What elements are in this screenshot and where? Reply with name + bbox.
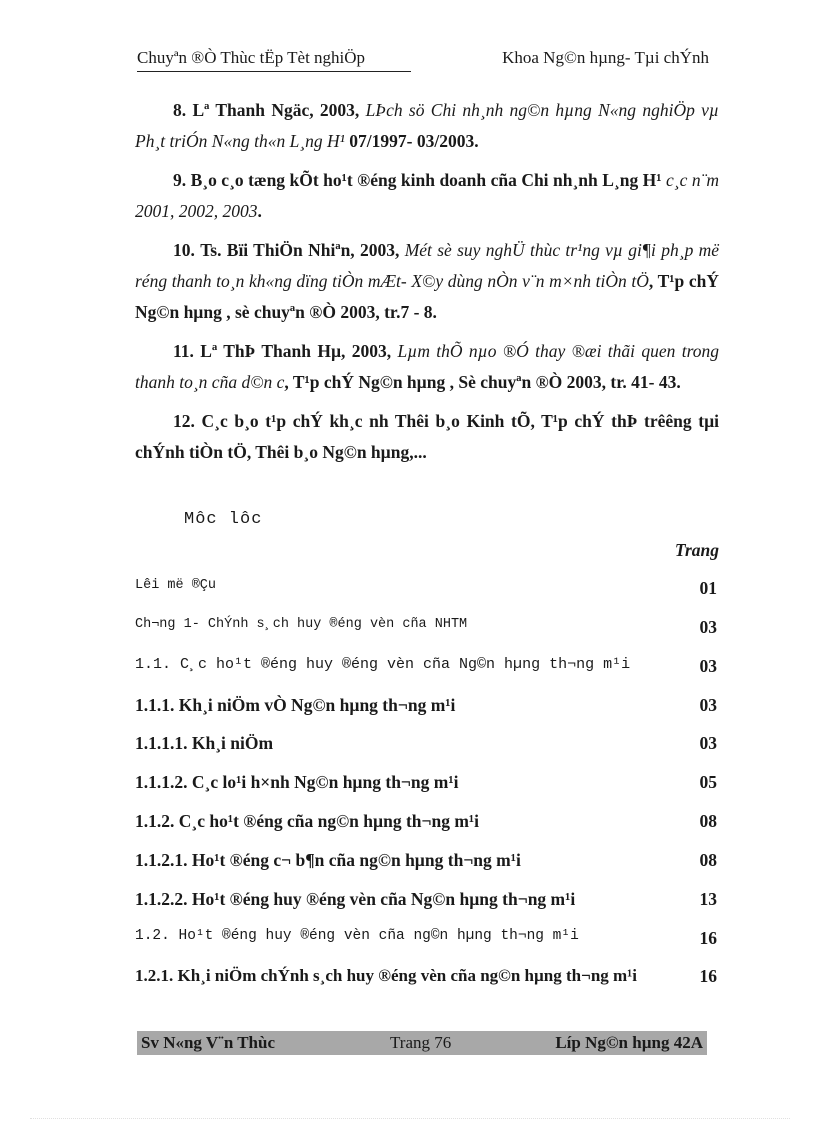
reference-title: c¸c n¨m 2001, 2002, 2003 (135, 170, 720, 221)
reference-item (135, 235, 719, 328)
reference-number: 9. (173, 170, 187, 190)
toc-row (135, 966, 719, 990)
toc-row (135, 695, 719, 719)
bottom-dotted-rule (30, 1118, 790, 1119)
reference-author: B¸o c¸o tæng kÕt ho¹t ®éng kinh doanh cña Chi nh¸nh L¸ng H¹ (190, 170, 662, 190)
reference-tail: 07/1997- 03/2003. (349, 131, 479, 151)
toc-entry-page: 08 (699, 811, 717, 831)
toc-entry-page: 16 (699, 928, 717, 948)
footer-author: Sv N«ng V¨n Thùc (141, 1033, 276, 1052)
toc-entry-title: 1.1.1.1. Kh¸i niÖm (135, 733, 274, 753)
toc-entry-page: 03 (699, 656, 717, 676)
toc-entry-title: Lêi më ®Çu (135, 578, 217, 593)
toc-row (135, 578, 719, 602)
toc-entry-page: 05 (699, 772, 717, 792)
toc-row (135, 617, 719, 641)
reference-title: Mét sè suy nghÜ thùc tr¹ng vµ gi¶i ph¸p më réng thanh to¸n kh«ng dïng tiÒn mÆt- X©y dùng nÒn v¨n m×nh tiÒn tÖ (135, 240, 720, 291)
toc-entry-page: 03 (699, 733, 717, 753)
reference-tail: , T¹p chÝ Ng©n hµng , sè chuyªn ®Ò 2003, tr.7 - 8. (135, 271, 719, 322)
reference-author: Lª ThÞ Thanh Hµ, 2003, (200, 341, 392, 361)
toc-entry-page: 13 (699, 889, 717, 909)
toc-entry-title: 1.1.1. Kh¸i niÖm vÒ Ng©n hµng th¬ng m¹i (135, 695, 456, 715)
reference-author: Ts. Bïi ThiÖn Nhiªn, 2003, (200, 240, 400, 260)
reference-author: Lª Thanh Ngäc, 2003, (192, 100, 360, 120)
reference-title: Lµm thÕ nµo ®Ó thay ®æi thãi quen trong thanh to¸n cña d©n c (135, 341, 720, 392)
reference-number: 10. (173, 240, 195, 260)
reference-number: 12. (173, 411, 195, 431)
toc-entry-page: 03 (699, 695, 717, 715)
toc-entry-title: 1.1.1.2. C¸c lo¹i h×nh Ng©n hµng th¬ng m¹i (135, 772, 459, 792)
footer-class: Líp Ng©n hµng 42A (555, 1033, 703, 1052)
toc-entry-title: 1.2. Ho¹t ®éng huy ®éng vèn cña ng©n hµng th¬ng m¹i (135, 928, 579, 944)
toc-row (135, 811, 719, 835)
toc-row (135, 928, 719, 952)
toc-entry-page: 01 (699, 578, 717, 598)
toc-page-label: Trang (674, 540, 719, 560)
page-footer (137, 1031, 707, 1055)
toc-entry-page: 08 (699, 850, 717, 870)
toc-entry-title: 1.1.2.2. Ho¹t ®éng huy ®éng vèn cña Ng©n hµng th¬ng m¹i (135, 889, 576, 909)
reference-item (135, 406, 719, 468)
toc-row (135, 850, 719, 874)
reference-tail: . (257, 201, 262, 221)
header-left-text: Chuyªn ®Ò Thùc tËp Tèt nghiÖp (137, 48, 411, 72)
reference-list (135, 95, 719, 476)
reference-item (135, 165, 719, 227)
reference-item (135, 336, 719, 398)
toc-entry-title: 1.1.2. C¸c ho¹t ®éng cña ng©n hµng th¬ng m¹i (135, 811, 480, 831)
reference-item (135, 95, 719, 157)
toc-entry-page: 03 (699, 617, 717, 637)
footer-page-number: Trang 76 (390, 1033, 452, 1052)
toc-row (135, 733, 719, 757)
reference-tail: , T¹p chÝ Ng©n hµng , Sè chuyªn ®Ò 2003, tr. 41- 43. (284, 372, 681, 392)
toc-row (135, 656, 719, 680)
reference-number: 11. (173, 341, 194, 361)
reference-number: 8. (173, 100, 187, 120)
toc-entry-title: 1.2.1. Kh¸i niÖm chÝnh s¸ch huy ®éng vèn cña ng©n hµng th¬ng m¹i (135, 966, 637, 985)
toc-row (135, 889, 719, 913)
toc-row (135, 772, 719, 796)
toc-entry-title: Ch¬ng 1- ChÝnh s¸ch huy ®éng vèn cña NHTM (135, 617, 468, 632)
page-header (133, 48, 717, 74)
reference-title: LÞch sö Chi nh¸nh ng©n hµng N«ng nghiÖp vµ Ph¸t triÓn N«ng th«n L¸ng H¹ (135, 100, 720, 151)
toc-entry-page: 16 (699, 966, 717, 986)
header-right-text: Khoa Ng©n hµng- Tµi chÝnh (502, 48, 709, 67)
toc-entry-title: 1.1. C¸c ho¹t ®éng huy ®éng vèn cña Ng©n hµng th¬ng m¹i (135, 656, 631, 673)
toc-heading: Môc lôc (184, 510, 263, 529)
toc-entry-title: 1.1.2.1. Ho¹t ®éng c¬ b¶n cña ng©n hµng th¬ng m¹i (135, 850, 521, 870)
reference-author: C¸c b¸o t¹p chÝ kh¸c nh Thêi b¸o Kinh tÕ, T¹p chÝ thÞ trêêng tµi chÝnh tiÒn tÖ, Thêi b¸o Ng©n hµng,... (135, 411, 720, 462)
